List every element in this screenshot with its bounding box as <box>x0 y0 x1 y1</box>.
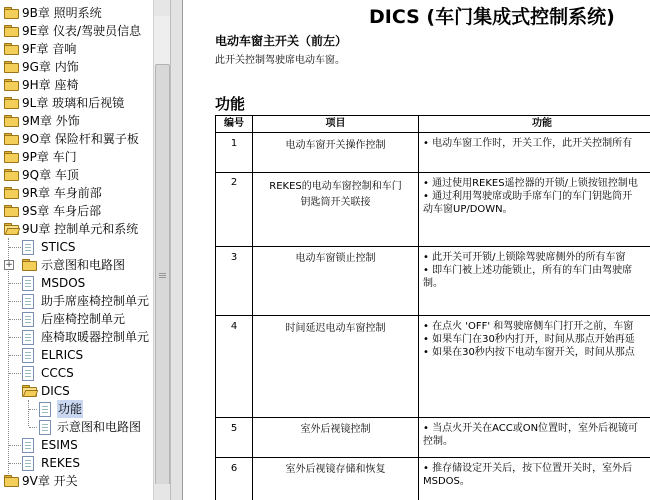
scroll-down-arrow[interactable] <box>154 484 170 500</box>
scroll-up-arrow[interactable] <box>154 0 170 16</box>
table-cell-item <box>253 133 419 173</box>
tree-item-label: 9H章 座椅 <box>22 78 79 92</box>
function-line: • 在点火 'OFF' 和驾驶席侧车门打开之前，车窗 <box>423 321 634 332</box>
folder-closed-icon <box>4 79 18 90</box>
tree-item-label: 座椅取暖器控制单元 <box>41 330 150 344</box>
folder-closed-icon <box>22 259 36 270</box>
table-cell-item <box>253 418 419 458</box>
tree-item-label: 示意图和电路图 <box>57 420 142 434</box>
table-header-function: 功能 <box>419 116 650 133</box>
pane-splitter[interactable] <box>170 0 183 500</box>
tree-item-label: ELRICS <box>41 348 84 362</box>
table-cell-function <box>419 173 650 247</box>
tree-item-label: DICS <box>41 384 70 398</box>
tree-scrollbar[interactable] <box>153 0 170 500</box>
function-line: • 推存储设定开关后，按下位置开关时，室外后 <box>423 463 633 474</box>
folder-closed-icon <box>4 169 18 180</box>
function-line: MSDOS。 <box>423 476 470 487</box>
folder-closed-icon <box>4 475 18 486</box>
tree-item-label: 示意图和电路图 <box>41 258 126 272</box>
tree-item-label: 9M章 外饰 <box>22 114 80 128</box>
navigation-tree <box>0 0 153 500</box>
document-icon <box>22 366 34 381</box>
tree-item-label: 9R章 车身前部 <box>22 186 102 200</box>
function-line: • 如果在30秒内按下电动车窗开关，时间从那点 <box>423 347 635 358</box>
section-description: 此开关控制驾驶席电动车窗。 <box>215 55 345 66</box>
tree-item-label: 助手席座椅控制单元 <box>41 294 150 308</box>
tree-connector <box>28 400 29 426</box>
tree-item-label: 9L章 玻璃和后视镜 <box>22 96 125 110</box>
item-line: 电动车窗开关操作控制 <box>285 140 386 151</box>
tree-item-label: 9V章 开关 <box>22 474 78 488</box>
table-cell-function <box>419 458 650 500</box>
tree-item-label: 9E章 仪表/驾驶员信息 <box>22 24 142 38</box>
table-cell-number: 2 <box>216 173 253 247</box>
function-line: • 通过使用REKES遥控器的开锁/上锁按钮控制电 <box>423 178 638 189</box>
folder-closed-icon <box>4 43 18 54</box>
tree-item-label: REKES <box>41 456 80 470</box>
document-icon <box>39 420 51 435</box>
function-table <box>215 115 650 500</box>
tree-item-label: STICS <box>41 240 76 254</box>
document-icon <box>22 240 34 255</box>
function-heading: 功能 <box>215 95 246 113</box>
document-icon <box>22 438 34 453</box>
table-cell-number: 4 <box>216 316 253 418</box>
table-cell-number: 3 <box>216 247 253 316</box>
tree-connector <box>29 409 37 410</box>
document-pane <box>183 0 650 500</box>
tree-item-label: 9O章 保险杆和翼子板 <box>22 132 139 146</box>
folder-open-icon <box>22 385 36 396</box>
folder-closed-icon <box>4 97 18 108</box>
table-cell-function <box>419 418 650 458</box>
table-cell-item <box>253 173 419 247</box>
table-cell-item <box>253 316 419 418</box>
tree-item-label: 9B章 照明系统 <box>22 6 102 20</box>
function-line: • 即车门被上述功能锁止，所有的车门由驾驶席 <box>423 265 633 276</box>
tree-connector <box>29 427 37 428</box>
tree-item-label: ESIMS <box>41 438 78 452</box>
tree-item-label: 9U章 控制单元和系统 <box>22 222 139 236</box>
folder-closed-icon <box>4 205 18 216</box>
table-cell-function <box>419 133 650 173</box>
folder-closed-icon <box>4 187 18 198</box>
document-icon <box>22 294 34 309</box>
folder-closed-icon <box>4 61 18 72</box>
document-icon <box>22 276 34 291</box>
function-line: • 此开关可开锁/上锁除驾驶席侧外的所有车窗 <box>423 252 626 263</box>
item-line: 钥匙筒开关联接 <box>300 197 371 208</box>
document-icon <box>22 348 34 363</box>
function-line: • 如果车门在30秒内打开，时间从那点开始再延 <box>423 334 635 345</box>
folder-closed-icon <box>4 7 18 18</box>
section-title: 电动车窗主开关（前左） <box>215 34 348 48</box>
table-cell-number: 5 <box>216 418 253 458</box>
table-cell-number: 1 <box>216 133 253 173</box>
tree-item-label: MSDOS <box>41 276 86 290</box>
document-icon <box>39 402 51 417</box>
folder-open-icon <box>4 223 18 234</box>
tree-item-label: 9P章 车门 <box>22 150 77 164</box>
table-cell-function <box>419 247 650 316</box>
item-line: REKES的电动车窗控制和车门 <box>269 181 402 192</box>
page-title: DICS (车门集成式控制系统) <box>369 6 615 28</box>
function-line: • 当点火开关在ACC或ON位置时，室外后视镜可 <box>423 423 639 434</box>
table-cell-function <box>419 316 650 418</box>
tree-item-label: 9F章 音响 <box>22 42 77 56</box>
tree-item-label: 后座椅控制单元 <box>41 312 126 326</box>
tree-item-label: CCCS <box>41 366 74 380</box>
scrollbar-thumb[interactable] <box>155 64 170 490</box>
function-line: 动车窗UP/DOWN。 <box>423 204 513 215</box>
item-line: 室外后视镜存储和恢复 <box>285 464 386 475</box>
table-cell-number: 6 <box>216 458 253 500</box>
function-line: 制。 <box>423 278 443 289</box>
item-line: 电动车窗锁止控制 <box>295 253 376 264</box>
table-cell-item <box>253 458 419 500</box>
document-icon <box>22 456 34 471</box>
tree-item-label: 功能 <box>58 402 83 416</box>
table-header-item: 项目 <box>253 116 419 133</box>
tree-item-label: 9Q章 车顶 <box>22 168 79 182</box>
function-line: • 通过利用驾驶席或助手席车门的车门钥匙筒开 <box>423 191 633 202</box>
expand-plus-icon[interactable]: + <box>5 260 13 270</box>
folder-closed-icon <box>4 151 18 162</box>
tree-item-label: 9S章 车身后部 <box>22 204 102 218</box>
function-line: • 电动车窗工作时，开关工作，此开关控制所有 <box>423 138 633 149</box>
folder-closed-icon <box>4 115 18 126</box>
table-cell-item <box>253 247 419 316</box>
folder-closed-icon <box>4 133 18 144</box>
tree-item-label: 9G章 内饰 <box>22 60 79 74</box>
item-line: 时间延迟电动车窗控制 <box>285 323 386 334</box>
item-line: 室外后视镜控制 <box>300 424 371 435</box>
document-icon <box>22 330 34 345</box>
function-line: 控制。 <box>423 436 453 447</box>
tree-connector <box>8 238 9 480</box>
table-header-number: 编号 <box>216 116 253 133</box>
folder-closed-icon <box>4 25 18 36</box>
document-icon <box>22 312 34 327</box>
